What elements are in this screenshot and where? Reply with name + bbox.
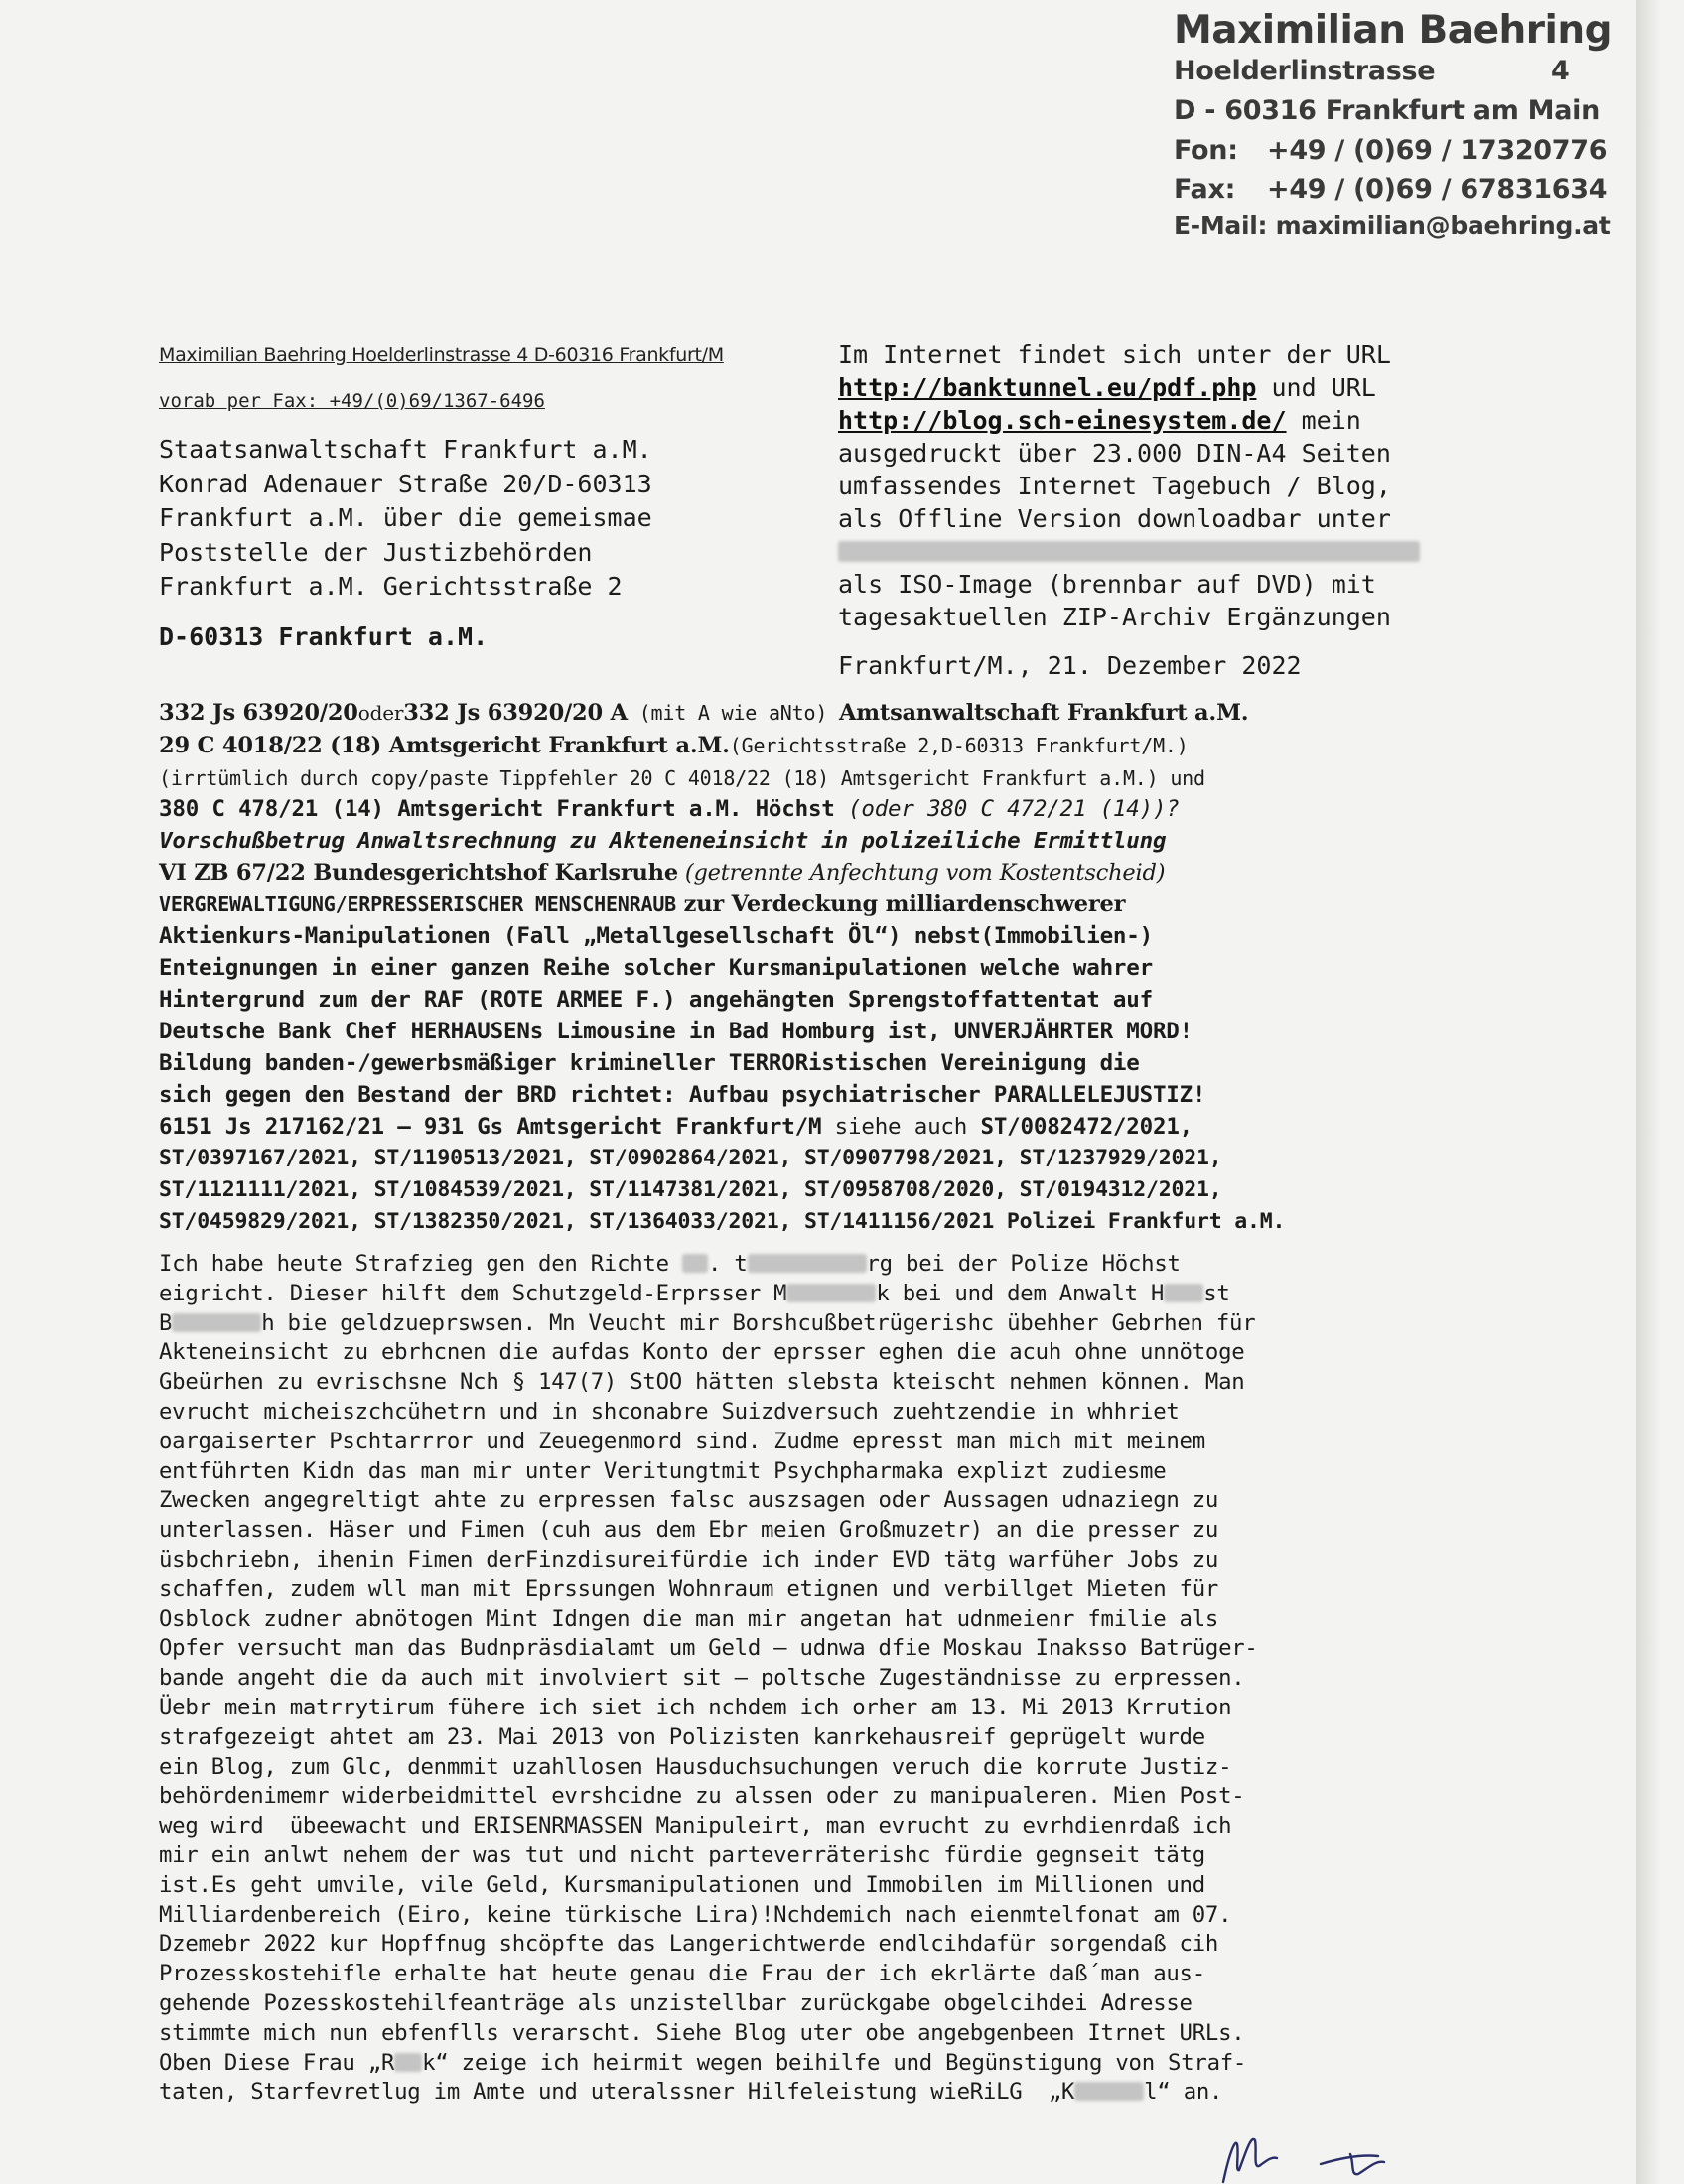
reference-line: Aktienkurs-Manipulationen (Fall „Metallgesellschaft Öl“) nebst(Immobilien-) <box>159 923 1153 949</box>
reference-line: 6151 Js 217162/21 – 931 Gs Amtsgericht Frankfurt/M siehe auch ST/0082472/2021, <box>159 1114 1193 1140</box>
reference-line: Vorschußbetrug Anwaltsrechnung zu Akteneneinsicht in polizeiliche Ermittlung <box>159 828 1167 854</box>
reference-line: Enteignungen in einer ganzen Reihe solcher Kursmanipulationen welche wahrer <box>159 955 1153 981</box>
reference-line: ST/0459829/2021, ST/1382350/2021, ST/1364033/2021, ST/1411156/2021 Polizei Frankfurt a.M. <box>159 1209 1286 1234</box>
letterhead-street: Hoelderlinstrasse <box>1174 56 1436 86</box>
reference-line: sich gegen den Bestand der BRD richtet: Aufbau psychiatrischer PARALLELEJUSTIZ! <box>159 1082 1206 1108</box>
body-line: unterlassen. Häser und Fimen (cuh aus dem Ebr meien Großmuzetr) an die presser zu <box>159 1517 1219 1544</box>
letterhead-city: D - 60316 Frankfurt am Main <box>1174 95 1600 126</box>
body-line: ein Blog, zum Glc, denmmit uzahllosen Hausduchsuchungen veruch die korrute Justiz- <box>159 1753 1232 1780</box>
url-banktunnel-link[interactable]: http://banktunnel.eu/pdf.php <box>838 373 1257 402</box>
body-line: schaffen, zudem wll man mit Eprssungen Wohnraum etignen und verbillget Mieten für <box>159 1575 1219 1602</box>
body-line: Ich habe heute Strafzieg gen den Richte . t rg bei der Polize Höchst <box>159 1251 1181 1277</box>
redacted-url <box>838 535 1420 568</box>
letterhead-name: Maximilian Baehring <box>1174 8 1613 53</box>
body-line: evrucht micheiszchcühetrn und in shconabre Suizdversuch zuehtzendie in whhriet <box>159 1398 1180 1425</box>
body-line: gehende Pozesskostehilfeanträge als unzistellbar zurückgabe obgelcihdei Adresse <box>159 1989 1193 2016</box>
letterhead-email: E-Mail: maximilian@baehring.at <box>1174 211 1611 240</box>
body-line: Üebr mein matrrytirum fühere ich siet ich nchdem ich orher am 13. Mi 2013 Krrution <box>159 1694 1232 1720</box>
body-line: behördenimemr widerbeidmittel evrshcidne zu alssen oder zu manipualeren. Mien Post- <box>159 1783 1245 1810</box>
body-line: Gbeürhen zu evrischsne Nch § 147(7) StOO hätten slebsta kteischt nehmen können. Man <box>159 1369 1245 1396</box>
letterhead-street-number: 4 <box>1551 56 1570 86</box>
body-line: Oben Diese Frau „R k“ zeige ich heirmit wegen beihilfe und Begünstigung von Straf- <box>159 2049 1247 2076</box>
body-line: bande angeht die da auch mit involviert sit – poltsche Zugeständnisse zu erpressen. <box>159 1665 1245 1692</box>
recipient-address: Staatsanwaltschaft Frankfurt a.M. Konrad Adenauer Straße 20/D-60313 Frankfurt a.M. über die gemeismae Poststelle der Justizbehörden Frankfurt a.M. Gerichtsstraße 2 <box>159 435 652 601</box>
body-line: strafgezeigt ahtet am 23. Mai 2013 von Polizisten kanrkehausreif geprügelt wurde <box>159 1723 1205 1750</box>
fax-advance-line: vorab per Fax: +49/(0)69/1367-6496 <box>159 390 545 412</box>
reference-line: 29 C 4018/22 (18) Amtsgericht Frankfurt a.M.(Gerichtsstraße 2,D-60313 Frankfurt/M.) <box>159 733 1189 758</box>
letterhead-fax: Fax: +49 / (0)69 / 67831634 <box>1174 174 1608 205</box>
reference-line: 332 Js 63920/20oder332 Js 63920/20 A (mit A wie aNto) Amtsanwaltschaft Frankfurt a.M. <box>159 700 1249 726</box>
body-line: ist.Es geht umvile, vile Geld, Kursmanipulationen und Immobilen im Millionen und <box>159 1871 1205 1898</box>
body-line: eigricht. Dieser hilft dem Schutzgeld-Erprsser M k bei und dem Anwalt H st <box>159 1280 1230 1306</box>
reference-line: (irrtümlich durch copy/paste Tippfehler 20 C 4018/22 (18) Amtsgericht Frankfurt a.M.) und <box>159 766 1205 790</box>
body-line: Dzemebr 2022 kur Hopffnug shcöpfte das Langerichtwerde endlcihdafür sorgendaß cih <box>159 1931 1219 1958</box>
reference-line: Hintergrund zum der RAF (ROTE ARMEE F.) angehängten Sprengstoffattentat auf <box>159 987 1153 1013</box>
body-line: oargaiserter Pschtarrror und Zeuegenmord sind. Zudme epresst man mich mit meinem <box>159 1428 1205 1454</box>
body-line: taten, Starfevretlug im Amte und uteralssner Hilfeleistung wieRiLG „K l“ an. <box>159 2079 1223 2106</box>
body-line: Akteneinsicht zu ebrhcnen die aufdas Konto der eprsser eghen die acuh ohne unnötoge <box>159 1339 1245 1366</box>
body-line: weg wird übeewacht und ERISENRMASSEN Manipuleirt, man evrucht zu evrhdienrdaß ich <box>159 1813 1232 1840</box>
reference-line: Bildung banden-/gewerbsmäßiger krimineller TERRORistischen Vereinigung die <box>159 1050 1140 1076</box>
body-line: Zwecken angegreltigt ahte zu erpressen falsc auszsagen oder Aussagen udnaziegn zu <box>159 1487 1219 1514</box>
url-blog-link[interactable]: http://blog.sch-einesystem.de/ <box>838 406 1287 435</box>
body-line: üsbchriebn, ihenin Fimen derFinzdisureifürdie ich inder EVD tätg warfüher Jobs zu <box>159 1546 1219 1572</box>
handwritten-signature <box>1201 2124 1450 2184</box>
reference-line: VI ZB 67/22 Bundesgerichtshof Karlsruhe (getrennte Anfechtung vom Kostentscheid) <box>159 860 1166 886</box>
body-line: stimmte mich nun ebfenflls verarscht. Siehe Blog uter obe angebgenbeen Itrnet URLs. <box>159 2019 1245 2046</box>
page-edge-shadow <box>1636 0 1660 2184</box>
web-note: Im Internet findet sich unter der URL http://banktunnel.eu/pdf.php und URL http://blog.sch-einesystem.de/ mein ausgedruckt über 23.000 DIN-A4 Seiten umfassendes Internet Tagebuch / Blog, als Offline Version downloadbar unter als ISO-Image (brennbar auf DVD) mit tagesaktuellen ZIP-Archiv Ergänzungen <box>838 339 1420 633</box>
body-line: Prozesskostehifle erhalte hat heute genau die Frau der ich ekrlärte daß´man aus- <box>159 1961 1205 1987</box>
letter-body <box>159 1250 1258 2108</box>
reference-line: 380 C 478/21 (14) Amtsgericht Frankfurt a.M. Höchst (oder 380 C 472/21 (14))? <box>159 796 1180 822</box>
letter-date: Frankfurt/M., 21. Dezember 2022 <box>838 651 1302 680</box>
body-line: B h bie geldzueprswsen. Mn Veucht mir Borshcußbetrügerishc übehher Gebrhen für <box>159 1309 1256 1336</box>
reference-line: VERGREWALTIGUNG/ERPRESSERISCHER MENSCHENRAUB zur Verdeckung milliardenschwerer <box>159 891 1126 917</box>
body-line: Milliardenbereich (Eiro, keine türkische Lira)!Nchdemich nach eienmtelfonat am 07. <box>159 1901 1232 1928</box>
body-line: entführten Kidn das man mir unter Veritungtmit Psychpharmaka explizt zudiesme <box>159 1457 1167 1484</box>
sender-return-line: Maximilian Baehring Hoelderlinstrasse 4 D-60316 Frankfurt/M <box>159 344 724 366</box>
reference-line: ST/1121111/2021, ST/1084539/2021, ST/1147381/2021, ST/0958708/2020, ST/0194312/2021, <box>159 1177 1222 1202</box>
letterhead-phone: Fon: +49 / (0)69 / 17320776 <box>1174 135 1608 166</box>
body-line: mir ein anlwt nehem der was tut und nicht parteverräterishc fürdie gegnseit tätg <box>159 1842 1205 1868</box>
recipient-city: D-60313 Frankfurt a.M. <box>159 622 489 651</box>
reference-line: Deutsche Bank Chef HERHAUSENs Limousine in Bad Homburg ist, UNVERJÄHRTER MORD! <box>159 1019 1193 1044</box>
body-line: Opfer versucht man das Budnpräsdialamt um Geld – udnwa dfie Moskau Inaksso Batrüger- <box>159 1635 1258 1662</box>
body-line: Osblock zudner abnötogen Mint Idngen die man mir angetan hat udnmeienr fmilie als <box>159 1605 1219 1632</box>
reference-line: ST/0397167/2021, ST/1190513/2021, ST/0902864/2021, ST/0907798/2021, ST/1237929/2021, <box>159 1146 1222 1170</box>
